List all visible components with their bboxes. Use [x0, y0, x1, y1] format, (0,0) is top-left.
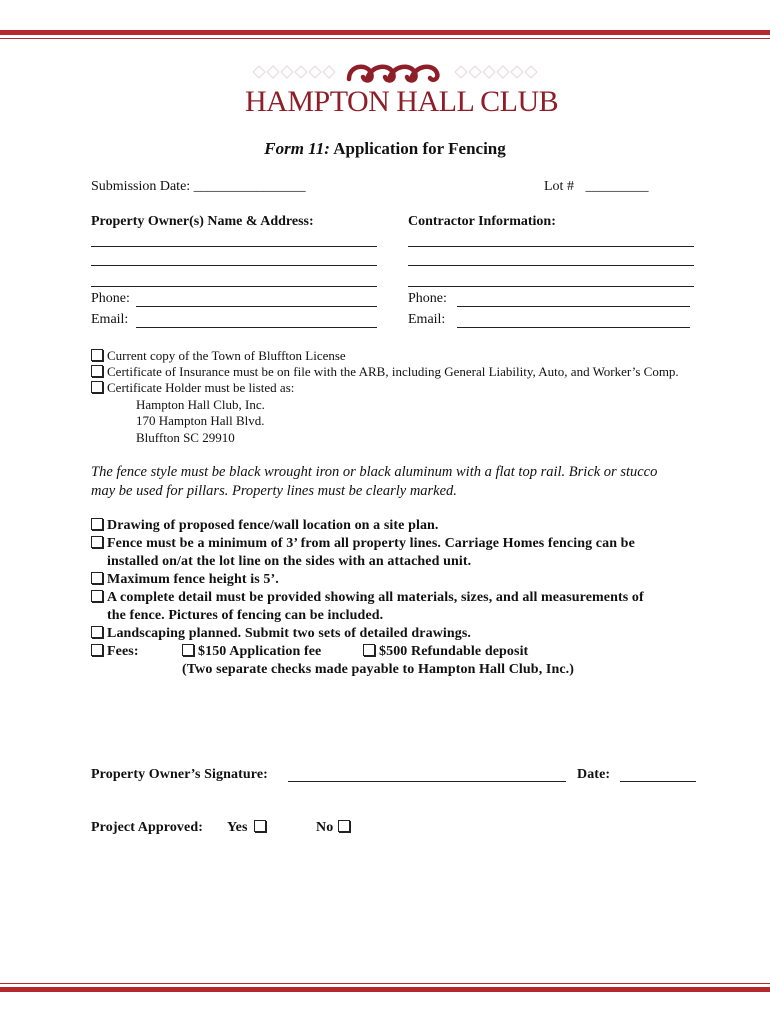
checkbox-icon[interactable] [182, 644, 194, 656]
checkbox-icon[interactable] [91, 381, 103, 393]
signature-field[interactable] [288, 781, 566, 782]
checkbox-icon[interactable] [91, 518, 103, 530]
signature-label: Property Owner’s Signature: [91, 767, 268, 782]
checkbox-icon[interactable] [91, 644, 103, 656]
lot-label: Lot # [544, 179, 574, 194]
req-landscaping[interactable] [91, 626, 471, 642]
checkbox-icon[interactable] [338, 820, 350, 832]
doc-item-label: Current copy of the Town of Bluffton License [107, 348, 346, 363]
req-detail-cont: the fence. Pictures of fencing can be included. [107, 608, 384, 623]
date-label: Date: [577, 767, 611, 782]
submission-date-label: Submission Date: [91, 179, 191, 194]
req-height[interactable] [91, 572, 279, 588]
style-note-line-2: may be used for pillars. Property lines must be clearly marked. [91, 483, 457, 499]
bottom-rule [0, 987, 770, 992]
submission-date-field[interactable] [91, 179, 306, 195]
style-note-line-1: The fence style must be black wrought iron or black aluminum with a flat top rail. Brick or stucco [91, 464, 658, 480]
contractor-email-label: Email: [408, 312, 446, 327]
checkbox-icon[interactable] [91, 365, 103, 377]
holder-city: Bluffton SC 29910 [136, 430, 235, 445]
lot-field[interactable] [544, 179, 648, 195]
owner-line-2[interactable] [91, 265, 377, 266]
contractor-email-field[interactable] [457, 327, 690, 328]
checkbox-icon[interactable] [363, 644, 375, 656]
checkbox-icon[interactable] [254, 820, 266, 832]
owner-line-3[interactable] [91, 286, 377, 287]
req-label: Maximum fence height is 5’. [107, 572, 279, 587]
fees-label: Fees: [107, 644, 139, 659]
owner-phone-field[interactable] [136, 306, 377, 307]
checkbox-icon[interactable] [91, 590, 103, 602]
contractor-line-3[interactable] [408, 286, 694, 287]
contractor-line-2[interactable] [408, 265, 694, 266]
owner-heading: Property Owner(s) Name & Address: [91, 214, 314, 229]
contractor-heading: Contractor Information: [408, 214, 556, 229]
checkbox-icon[interactable] [91, 536, 103, 548]
ornament-icon [245, 57, 545, 87]
req-label: Landscaping planned. Submit two sets of detailed drawings. [107, 626, 472, 641]
holder-name: Hampton Hall Club, Inc. [136, 397, 265, 412]
form-title [0, 139, 770, 159]
lot-blank: _________ [585, 179, 649, 194]
date-field[interactable] [620, 781, 696, 782]
contractor-phone-field[interactable] [457, 306, 690, 307]
owner-phone-label: Phone: [91, 291, 130, 306]
fee-application-label: $150 Application fee [198, 644, 322, 659]
club-name: HAMPTON HALL CLUB [245, 85, 559, 118]
top-rule [0, 30, 770, 35]
fees-note: (Two separate checks made payable to Hampton Hall Club, Inc.) [182, 662, 575, 677]
contractor-phone-label: Phone: [408, 291, 447, 306]
fee-deposit[interactable] [363, 644, 528, 660]
owner-line-1[interactable] [91, 246, 377, 247]
req-setback-cont: installed on/at the lot line on the sides with an attached unit. [107, 554, 472, 569]
owner-email-label: Email: [91, 312, 129, 327]
doc-item-license[interactable] [91, 348, 346, 364]
doc-item-insurance[interactable] [91, 364, 679, 380]
fee-deposit-label: $500 Refundable deposit [379, 644, 529, 659]
doc-item-label: Certificate of Insurance must be on file with the ARB, including General Liability, Auto, and Worker’s Comp. [107, 364, 679, 379]
form-number: Form 11: [264, 139, 330, 158]
req-label: Fence must be a minimum of 3’ from all property lines. Carriage Homes fencing can be [107, 536, 635, 551]
doc-item-holder[interactable] [91, 380, 294, 396]
holder-address: 170 Hampton Hall Blvd. [136, 413, 265, 428]
req-setback[interactable] [91, 536, 635, 552]
req-label: Drawing of proposed fence/wall location on a site plan. [107, 518, 439, 533]
approval-label: Project Approved: [91, 820, 203, 835]
form-title-text: Application for Fencing [333, 139, 506, 158]
owner-email-field[interactable] [136, 327, 377, 328]
approval-yes[interactable] [227, 820, 270, 836]
approval-no[interactable] [316, 820, 354, 836]
checkbox-icon[interactable] [91, 349, 103, 361]
approval-yes-label: Yes [227, 820, 248, 835]
checkbox-icon[interactable] [91, 572, 103, 584]
club-logo [245, 55, 559, 127]
req-drawing[interactable] [91, 518, 439, 534]
doc-item-label: Certificate Holder must be listed as: [107, 380, 295, 395]
fees-row[interactable] [91, 644, 139, 660]
req-detail[interactable] [91, 590, 644, 606]
contractor-line-1[interactable] [408, 246, 694, 247]
submission-date-blank: ________________ [193, 179, 306, 194]
approval-no-label: No [316, 820, 334, 835]
fee-application[interactable] [182, 644, 321, 660]
checkbox-icon[interactable] [91, 626, 103, 638]
req-label: A complete detail must be provided showing all materials, sizes, and all measurements of [107, 590, 644, 605]
